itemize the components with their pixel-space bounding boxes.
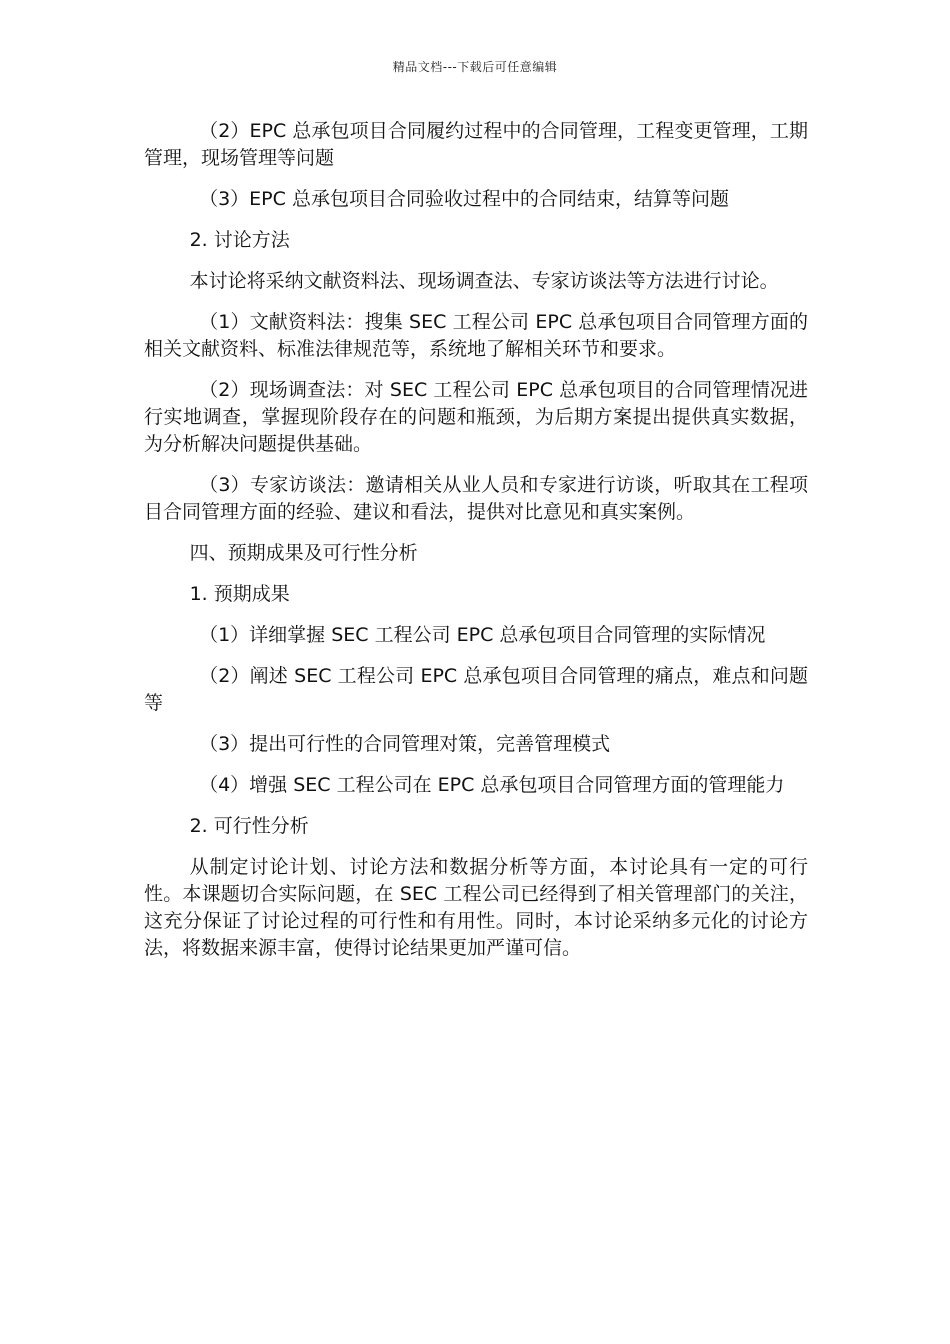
paragraph-contract-performance: （2）EPC 总承包项目合同履约过程中的合同管理，工程变更管理，工期管理，现场管理等问题 (144, 120, 808, 169)
heading-expected-results: 1. 预期成果 (189, 583, 290, 605)
document-body (144, 118, 808, 976)
paragraph-field-survey-method: （2）现场调查法：对 SEC 工程公司 EPC 总承包项目的合同管理情况进行实地调查，掌握现阶段存在的问题和瓶颈，为后期方案提出提供真实数据，为分析解决问题提供基础。 (144, 379, 808, 455)
heading-feasibility-analysis: 2. 可行性分析 (189, 815, 309, 837)
paragraph-methods-intro: 本讨论将采纳文献资料法、现场调查法、专家访谈法等方法进行讨论。 (189, 270, 779, 292)
heading-discussion-methods: 2. 讨论方法 (189, 229, 290, 251)
paragraph-result-2: （2）阐述 SEC 工程公司 EPC 总承包项目合同管理的痛点，难点和问题等 (144, 665, 808, 714)
heading-expected-results-feasibility: 四、预期成果及可行性分析 (189, 542, 418, 564)
paragraph-literature-method: （1）文献资料法：搜集 SEC 工程公司 EPC 总承包项目合同管理方面的相关文献资料、标准法律规范等，系统地了解相关环节和要求。 (144, 311, 808, 360)
paragraph-feasibility-body: 从制定讨论计划、讨论方法和数据分析等方面，本讨论具有一定的可行性。本课题切合实际问题，在 SEC 工程公司已经得到了相关管理部门的关注，这充分保证了讨论过程的可行性和有用性。同时，本讨论采纳多元化的讨论方法，将数据来源丰富，使得讨论结果更加严谨可信。 (144, 856, 808, 959)
paragraph-result-4: （4）增强 SEC 工程公司在 EPC 总承包项目合同管理方面的管理能力 (199, 774, 785, 796)
paragraph-contract-acceptance: （3）EPC 总承包项目合同验收过程中的合同结束，结算等问题 (199, 188, 729, 210)
page-header-watermark: 精品文档---下载后可任意编辑 (392, 60, 558, 74)
paragraph-result-1: （1）详细掌握 SEC 工程公司 EPC 总承包项目合同管理的实际情况 (199, 624, 766, 646)
paragraph-expert-interview-method: （3）专家访谈法：邀请相关从业人员和专家进行访谈，听取其在工程项目合同管理方面的经验、建议和看法，提供对比意见和真实案例。 (144, 474, 808, 523)
paragraph-result-3: （3）提出可行性的合同管理对策，完善管理模式 (199, 733, 611, 755)
